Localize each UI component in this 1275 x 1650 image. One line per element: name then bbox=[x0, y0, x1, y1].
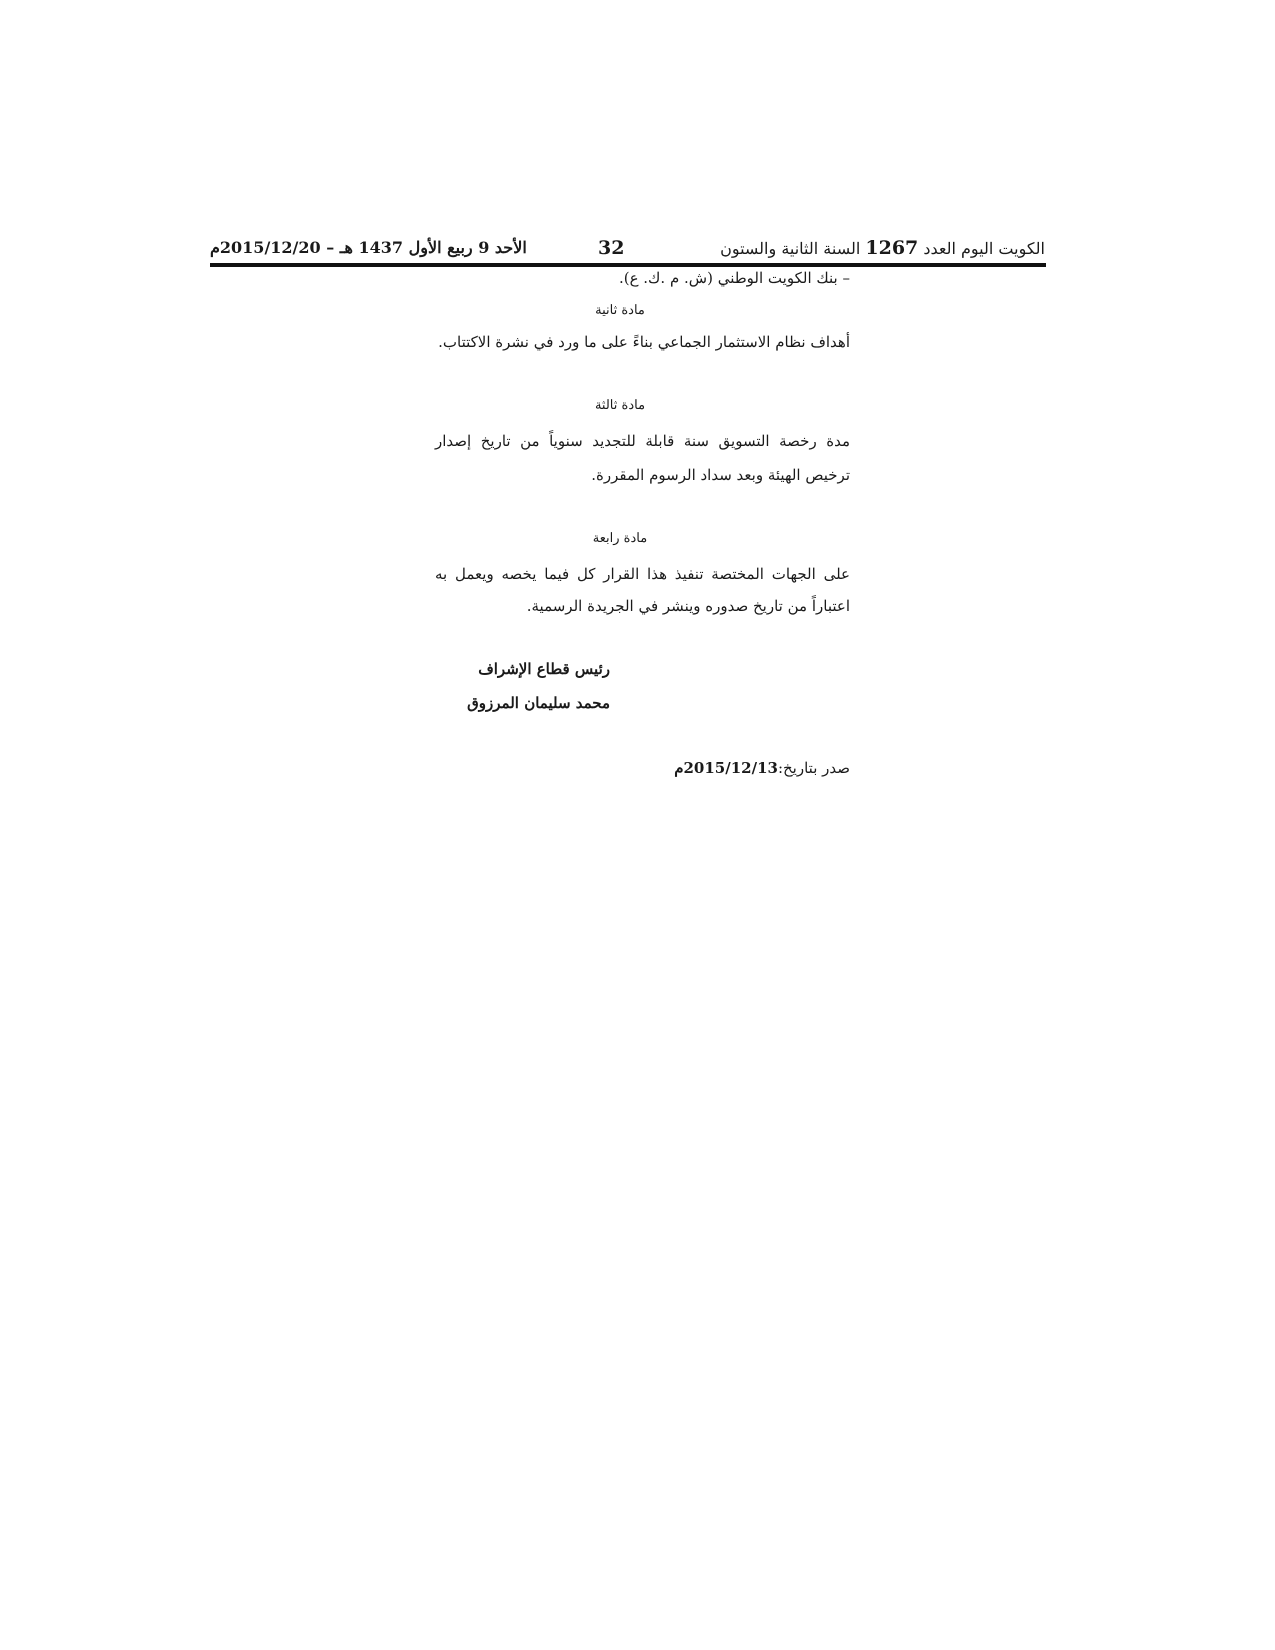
article-3-line-2: ترخيص الهيئة وبعد سداد الرسوم المقررة. bbox=[591, 466, 850, 484]
page-header bbox=[210, 236, 1045, 262]
article-4-line-1: على الجهات المختصة تنفيذ هذا القرار كل فيما يخصه ويعمل به bbox=[435, 565, 850, 583]
issue-number: 1267 bbox=[865, 237, 919, 259]
article-4-title: مادة رابعة bbox=[592, 531, 648, 546]
article-4-line-2: اعتباراً من تاريخ صدوره وينشر في الجريدة الرسمية. bbox=[526, 597, 850, 615]
page-number: 32 bbox=[598, 237, 625, 259]
issued-label: صدر بتاريخ: bbox=[777, 759, 850, 777]
article-3-line-1: مدة رخصة التسويق سنة قابلة للتجديد سنوياً من تاريخ إصدار bbox=[435, 432, 850, 450]
issue-date-line bbox=[674, 757, 850, 779]
article-3-title: مادة ثالثة bbox=[594, 398, 646, 413]
article-2-text: أهداف نظام الاستثمار الجماعي بناءً على ما ورد في نشرة الاكتتاب. bbox=[438, 333, 850, 351]
year-text: السنة الثانية والستون bbox=[720, 239, 861, 258]
entity-line: – بنك الكويت الوطني (ش. م .ك. ع). bbox=[618, 269, 850, 287]
publication-info bbox=[720, 236, 1045, 261]
signatory-name: محمد سليمان المرزوق bbox=[467, 694, 610, 712]
issued-date: 2015/12/13م bbox=[674, 759, 778, 777]
signatory-title: رئيس قطاع الإشراف bbox=[478, 660, 610, 678]
article-2-title: مادة ثانية bbox=[595, 303, 645, 318]
issue-date: الأحد 9 ربيع الأول 1437 هـ – 2015/12/20م bbox=[210, 238, 527, 257]
publication-name: الكويت اليوم العدد bbox=[923, 239, 1045, 258]
